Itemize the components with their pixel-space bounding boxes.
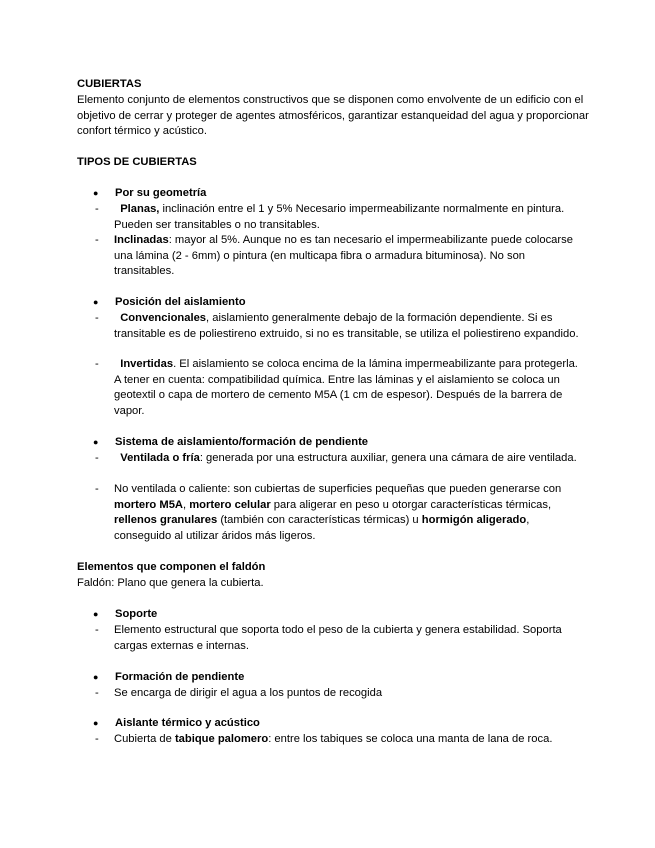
tipos-heading: TIPOS DE CUBIERTAS — [77, 156, 197, 168]
dash-marker: - — [95, 687, 99, 699]
term-hormigon: hormigón aligerado — [421, 514, 527, 527]
item-no-ventilada — [95, 482, 585, 544]
intro-paragraph: Elemento conjunto de elementos constructivos que se disponen como envolvente de un edificio con el objetivo de cerrar y proteger de agentes atmosféricos, garantizar estanqueidad del agua y proporcionar confort térmico y acústico. — [77, 94, 589, 138]
term-planas: Planas, — [120, 203, 160, 215]
bullet-title: Aislante térmico y acústico — [115, 717, 260, 729]
text-invertidas: . El aislamiento se coloca encima de la lámina impermeabilizante para protegerla. A tener en cuenta: compatibilidad química. Entre las láminas y el aislamiento se coloca un geotextil o capa de mortero de cemento M5A (1 cm de espesor). Después de la barrera de vapor. — [114, 358, 578, 417]
dash-marker: - — [95, 358, 99, 370]
dash-marker: - — [95, 452, 99, 464]
text-nv-3: para aligerar en peso u otorgar características térmicas, — [270, 498, 552, 511]
bullet-title: Formación de pendiente — [115, 671, 245, 683]
text-convencionales: , aislamiento generalmente debajo de la formación dependiente. Si es transitable es de poliestireno extruido, si no es transitable, se utiliza el poliestireno expandido. — [114, 312, 579, 340]
bullet-marker: ● — [93, 609, 99, 619]
faldon-heading: Elementos que componen el faldón — [77, 561, 266, 573]
item-ventilada — [95, 451, 585, 467]
text-aislante-2: : entre los tabiques se coloca una manta de lana de roca. — [268, 733, 553, 745]
dash-marker: - — [95, 483, 99, 495]
term-ventilada: Ventilada o fría — [120, 452, 200, 464]
text-planas: inclinación entre el 1 y 5% Necesario impermeabilizante normalmente en pintura. Pueden ser transitables o no transitables. — [114, 203, 565, 231]
bullet-marker: ● — [93, 437, 99, 447]
bullet-title: Sistema de aislamiento/formación de pendiente — [115, 436, 369, 448]
dash-marker: - — [95, 733, 99, 745]
text-formacion: Se encarga de dirigir el agua a los puntos de recogida — [114, 687, 383, 699]
item-convencionales — [95, 311, 585, 342]
text-soporte: Elemento estructural que soporta todo el peso de la cubierta y genera estabilidad. Soporta cargas externas e internas. — [114, 624, 562, 652]
bullet-marker: ● — [93, 297, 99, 307]
bullet-title: Por su geometría — [115, 187, 207, 199]
text-nv-5: , conseguido al utilizar áridos más ligeros. — [114, 514, 530, 542]
term-convencionales: Convencionales — [120, 312, 207, 324]
text-aislante-1: Cubierta de — [114, 733, 175, 745]
item-formacion — [95, 686, 585, 702]
item-planas — [95, 202, 585, 233]
bullet-title: Soporte — [115, 608, 158, 620]
term-invertidas: Invertidas — [120, 358, 174, 370]
term-tabique-palomero: tabique palomero — [174, 733, 269, 745]
item-invertidas — [95, 357, 585, 419]
dash-marker: - — [95, 234, 99, 246]
bullet-marker: ● — [93, 718, 99, 728]
term-mortero-m5a: mortero M5A — [114, 498, 183, 511]
dash-marker: - — [95, 624, 99, 636]
faldon-definition: Faldón: Plano que genera la cubierta. — [77, 577, 264, 589]
dash-marker: - — [95, 312, 99, 324]
term-inclinadas: Inclinadas — [114, 234, 169, 246]
bullet-marker: ● — [93, 672, 99, 682]
dash-marker: - — [95, 203, 99, 215]
item-soporte — [95, 623, 585, 654]
item-aislante — [95, 732, 585, 748]
term-rellenos: rellenos granulares — [114, 514, 218, 527]
text-nv-2: , — [183, 498, 190, 511]
bullet-marker: ● — [93, 188, 99, 198]
text-inclinadas: : mayor al 5%. Aunque no es tan necesario el impermeabilizante puede colocarse una lámina (2 - 6mm) o pintura (en multicapa fibra o armadura bituminosa). No son transitables. — [114, 234, 573, 278]
page-title: CUBIERTAS — [77, 78, 142, 90]
text-ventilada: : generada por una estructura auxiliar, genera una cámara de aire ventilada. — [199, 452, 577, 464]
bullet-title: Posición del aislamiento — [115, 296, 246, 308]
item-inclinadas — [95, 233, 585, 280]
text-nv-1: No ventilada o caliente: son cubiertas de superficies pequeñas que pueden generarse con — [114, 483, 562, 495]
text-nv-4: (también con características térmicas) u — [217, 514, 422, 527]
term-mortero-celular: mortero celular — [189, 498, 271, 511]
